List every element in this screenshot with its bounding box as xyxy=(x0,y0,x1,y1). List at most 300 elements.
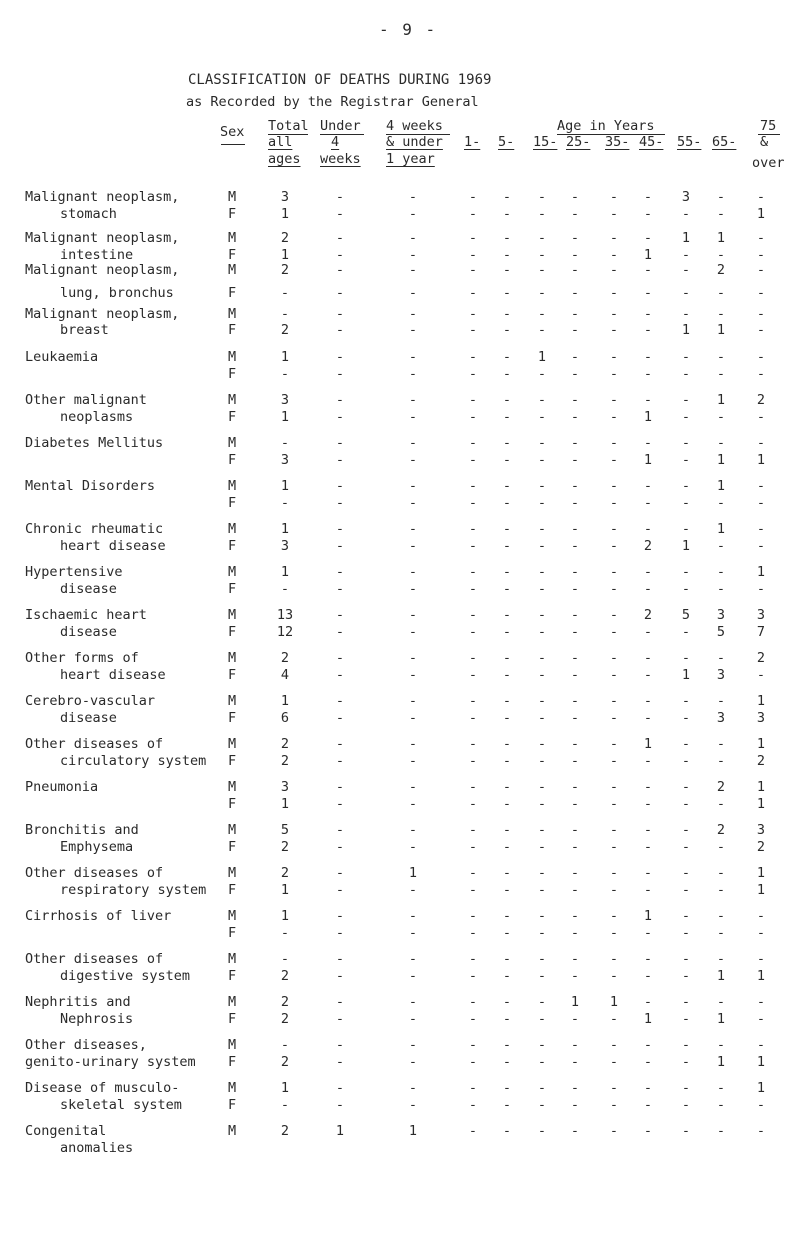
table-cell: - xyxy=(756,495,766,511)
table-cell: - xyxy=(643,822,653,838)
table-cell: - xyxy=(609,650,619,666)
table-cell: 2 xyxy=(280,322,290,338)
table-cell: - xyxy=(643,435,653,451)
table-cell: - xyxy=(609,796,619,812)
table-cell: 2 xyxy=(280,1011,290,1027)
table-cell: - xyxy=(468,366,478,382)
row-sex: F xyxy=(228,796,237,812)
table-cell: - xyxy=(502,349,512,365)
table-cell: 1 xyxy=(681,322,691,338)
row-sex: M xyxy=(228,230,237,246)
table-cell: - xyxy=(643,951,653,967)
table-cell: - xyxy=(408,753,418,769)
row-sex: M xyxy=(228,607,237,623)
table-cell: 1 xyxy=(756,693,766,709)
row-label: disease xyxy=(60,581,117,597)
table-cell: - xyxy=(280,435,290,451)
row-sex: F xyxy=(228,882,237,898)
table-cell: - xyxy=(681,693,691,709)
table-cell: - xyxy=(609,1097,619,1113)
table-cell: - xyxy=(681,839,691,855)
table-cell: 1 xyxy=(681,538,691,554)
table-cell: 1 xyxy=(716,392,726,408)
table-cell: - xyxy=(502,1123,512,1139)
table-cell: - xyxy=(643,710,653,726)
table-cell: - xyxy=(570,392,580,408)
table-cell: - xyxy=(537,564,547,580)
table-cell: - xyxy=(756,306,766,322)
table-cell: - xyxy=(468,262,478,278)
page-title: CLASSIFICATION OF DEATHS DURING 1969 xyxy=(188,72,492,88)
row-label: Nephrosis xyxy=(60,1011,134,1027)
table-cell: - xyxy=(570,230,580,246)
header-75-1: 75 xyxy=(760,118,777,134)
table-cell: - xyxy=(468,564,478,580)
table-cell: - xyxy=(570,693,580,709)
table-cell: - xyxy=(681,710,691,726)
row-sex: M xyxy=(228,306,237,322)
table-cell: - xyxy=(408,667,418,683)
row-sex: M xyxy=(228,435,237,451)
table-cell: 3 xyxy=(716,667,726,683)
table-cell: - xyxy=(537,968,547,984)
header-4weeks-3: 1 year xyxy=(386,151,435,167)
table-cell: - xyxy=(502,753,512,769)
table-cell: - xyxy=(643,865,653,881)
table-cell: - xyxy=(408,581,418,597)
table-cell: - xyxy=(468,322,478,338)
table-cell: - xyxy=(537,581,547,597)
table-cell: - xyxy=(468,693,478,709)
table-cell: - xyxy=(502,607,512,623)
table-cell: - xyxy=(537,306,547,322)
table-cell: 2 xyxy=(280,968,290,984)
table-cell: - xyxy=(468,994,478,1010)
row-sex: M xyxy=(228,865,237,881)
table-cell: - xyxy=(502,285,512,301)
row-sex: M xyxy=(228,564,237,580)
table-cell: - xyxy=(335,693,345,709)
table-cell: - xyxy=(609,1080,619,1096)
row-label: lung, bronchus xyxy=(60,285,174,301)
header-age-4: 25- xyxy=(566,134,591,150)
row-label: circulatory system xyxy=(60,753,207,769)
table-cell: - xyxy=(408,779,418,795)
table-cell: - xyxy=(681,409,691,425)
table-cell: - xyxy=(570,366,580,382)
table-cell: - xyxy=(335,452,345,468)
table-cell: - xyxy=(468,392,478,408)
table-cell: - xyxy=(335,322,345,338)
table-cell: - xyxy=(643,1097,653,1113)
table-cell: 1 xyxy=(280,908,290,924)
table-cell: 1 xyxy=(756,736,766,752)
table-cell: - xyxy=(408,435,418,451)
row-label: Bronchitis and xyxy=(25,822,139,838)
table-cell: - xyxy=(408,1054,418,1070)
table-cell: - xyxy=(570,865,580,881)
table-cell: - xyxy=(716,908,726,924)
table-cell: - xyxy=(756,322,766,338)
table-cell: - xyxy=(468,452,478,468)
table-cell: - xyxy=(335,306,345,322)
table-cell: - xyxy=(756,1097,766,1113)
table-cell: 4 xyxy=(280,667,290,683)
table-cell: - xyxy=(716,409,726,425)
table-cell: - xyxy=(643,189,653,205)
table-cell: - xyxy=(716,693,726,709)
table-cell: - xyxy=(335,285,345,301)
table-cell: - xyxy=(537,710,547,726)
table-cell: - xyxy=(570,349,580,365)
table-cell: - xyxy=(468,650,478,666)
table-cell: - xyxy=(643,366,653,382)
table-cell: - xyxy=(468,230,478,246)
table-cell: - xyxy=(335,538,345,554)
table-cell: - xyxy=(335,865,345,881)
table-cell: - xyxy=(502,435,512,451)
table-cell: 1 xyxy=(408,1123,418,1139)
table-cell: - xyxy=(570,710,580,726)
table-cell: - xyxy=(756,349,766,365)
table-cell: - xyxy=(537,753,547,769)
table-cell: - xyxy=(408,710,418,726)
table-cell: - xyxy=(335,753,345,769)
table-cell: - xyxy=(570,452,580,468)
table-cell: - xyxy=(609,478,619,494)
table-cell: - xyxy=(681,908,691,924)
table-cell: - xyxy=(502,322,512,338)
row-label: heart disease xyxy=(60,538,166,554)
table-cell: - xyxy=(468,349,478,365)
table-cell: - xyxy=(537,1123,547,1139)
row-sex: F xyxy=(228,925,237,941)
table-cell: - xyxy=(468,478,478,494)
table-cell: - xyxy=(537,366,547,382)
table-cell: - xyxy=(609,1011,619,1027)
table-cell: 5 xyxy=(280,822,290,838)
table-cell: - xyxy=(643,667,653,683)
table-cell: - xyxy=(280,495,290,511)
table-cell: 1 xyxy=(643,908,653,924)
header-age-6: 45- xyxy=(639,134,664,150)
table-cell: - xyxy=(570,435,580,451)
row-sex: F xyxy=(228,452,237,468)
table-cell: - xyxy=(468,581,478,597)
table-cell: - xyxy=(537,908,547,924)
table-cell: - xyxy=(537,1080,547,1096)
table-cell: - xyxy=(681,736,691,752)
table-cell: - xyxy=(609,1054,619,1070)
table-cell: - xyxy=(468,882,478,898)
table-cell: - xyxy=(502,951,512,967)
table-cell: - xyxy=(570,564,580,580)
table-cell: - xyxy=(280,285,290,301)
table-cell: - xyxy=(570,951,580,967)
table-cell: - xyxy=(570,822,580,838)
table-cell: 1 xyxy=(716,452,726,468)
row-sex: M xyxy=(228,262,237,278)
table-cell: - xyxy=(408,607,418,623)
row-sex: M xyxy=(228,392,237,408)
row-label: breast xyxy=(60,322,109,338)
table-cell: - xyxy=(643,285,653,301)
table-cell: - xyxy=(502,865,512,881)
table-cell: - xyxy=(408,839,418,855)
table-cell: - xyxy=(716,349,726,365)
table-cell: - xyxy=(502,736,512,752)
table-cell: - xyxy=(468,1123,478,1139)
table-cell: - xyxy=(502,1011,512,1027)
table-cell: - xyxy=(408,650,418,666)
table-cell: - xyxy=(502,366,512,382)
table-cell: - xyxy=(570,206,580,222)
row-sex: M xyxy=(228,693,237,709)
table-cell: - xyxy=(502,968,512,984)
table-cell: - xyxy=(537,1037,547,1053)
row-label: stomach xyxy=(60,206,117,222)
table-cell: - xyxy=(408,1080,418,1096)
table-cell: - xyxy=(537,247,547,263)
table-cell: - xyxy=(570,581,580,597)
header-75-2: & xyxy=(760,134,769,150)
table-cell: - xyxy=(537,521,547,537)
row-sex: M xyxy=(228,994,237,1010)
table-cell: - xyxy=(468,521,478,537)
table-cell: 3 xyxy=(280,452,290,468)
table-cell: - xyxy=(681,1097,691,1113)
table-cell: - xyxy=(643,206,653,222)
table-cell: - xyxy=(570,667,580,683)
row-sex: M xyxy=(228,1123,237,1139)
table-cell: - xyxy=(681,306,691,322)
table-cell: 3 xyxy=(716,710,726,726)
table-cell: - xyxy=(570,521,580,537)
table-cell: - xyxy=(468,951,478,967)
table-cell: - xyxy=(537,736,547,752)
table-cell: - xyxy=(609,495,619,511)
table-cell: 3 xyxy=(756,710,766,726)
table-cell: - xyxy=(537,206,547,222)
table-cell: - xyxy=(643,1037,653,1053)
table-cell: 1 xyxy=(756,865,766,881)
table-cell: - xyxy=(408,349,418,365)
table-cell: - xyxy=(681,1011,691,1027)
table-cell: - xyxy=(537,409,547,425)
table-cell: - xyxy=(681,478,691,494)
table-cell: - xyxy=(756,247,766,263)
table-cell: - xyxy=(537,392,547,408)
row-sex: F xyxy=(228,581,237,597)
row-sex: M xyxy=(228,736,237,752)
table-cell: - xyxy=(643,322,653,338)
table-cell: - xyxy=(502,478,512,494)
row-sex: F xyxy=(228,247,237,263)
row-sex: M xyxy=(228,908,237,924)
table-cell: - xyxy=(643,1054,653,1070)
table-cell: - xyxy=(335,1080,345,1096)
table-cell: - xyxy=(681,452,691,468)
table-cell: - xyxy=(756,285,766,301)
table-cell: 5 xyxy=(716,624,726,640)
table-cell: - xyxy=(335,839,345,855)
table-cell: - xyxy=(681,262,691,278)
table-cell: 3 xyxy=(280,538,290,554)
row-sex: F xyxy=(228,206,237,222)
table-cell: 13 xyxy=(276,607,294,623)
table-cell: - xyxy=(756,951,766,967)
table-cell: - xyxy=(716,189,726,205)
table-cell: - xyxy=(756,521,766,537)
table-cell: - xyxy=(408,206,418,222)
row-label: neoplasms xyxy=(60,409,134,425)
table-cell: - xyxy=(537,1054,547,1070)
table-cell: - xyxy=(756,667,766,683)
table-cell: - xyxy=(681,564,691,580)
table-cell: - xyxy=(537,285,547,301)
table-cell: - xyxy=(570,409,580,425)
table-cell: 1 xyxy=(280,409,290,425)
table-cell: - xyxy=(335,710,345,726)
row-label: Nephritis and xyxy=(25,994,131,1010)
table-cell: - xyxy=(570,262,580,278)
table-cell: - xyxy=(716,650,726,666)
table-cell: - xyxy=(468,189,478,205)
page-subtitle: as Recorded by the Registrar General xyxy=(186,94,479,110)
table-cell: - xyxy=(609,262,619,278)
row-label: Malignant neoplasm, xyxy=(25,306,180,322)
header-4weeks-rule xyxy=(386,134,450,135)
table-cell: - xyxy=(681,1080,691,1096)
table-cell: - xyxy=(716,1123,726,1139)
row-label: Pneumonia xyxy=(25,779,99,795)
table-cell: - xyxy=(335,736,345,752)
table-cell: - xyxy=(280,306,290,322)
table-cell: 1 xyxy=(280,1080,290,1096)
header-under4-rule xyxy=(320,134,364,135)
table-cell: 1 xyxy=(280,882,290,898)
table-cell: 1 xyxy=(756,206,766,222)
table-cell: - xyxy=(643,839,653,855)
table-cell: 1 xyxy=(716,968,726,984)
table-cell: 1 xyxy=(408,865,418,881)
table-cell: - xyxy=(609,285,619,301)
header-age-3: 15- xyxy=(533,134,558,150)
table-cell: - xyxy=(570,607,580,623)
table-cell: - xyxy=(408,994,418,1010)
table-cell: - xyxy=(468,607,478,623)
row-label: Malignant neoplasm, xyxy=(25,262,180,278)
table-cell: - xyxy=(502,206,512,222)
table-cell: - xyxy=(716,247,726,263)
table-cell: - xyxy=(756,1037,766,1053)
table-cell: - xyxy=(468,1011,478,1027)
table-cell: - xyxy=(756,538,766,554)
table-cell: - xyxy=(408,693,418,709)
table-cell: 2 xyxy=(280,262,290,278)
table-cell: - xyxy=(502,306,512,322)
table-cell: - xyxy=(570,968,580,984)
table-cell: - xyxy=(643,693,653,709)
table-cell: - xyxy=(502,1080,512,1096)
table-cell: - xyxy=(502,581,512,597)
table-cell: - xyxy=(681,779,691,795)
table-cell: 1 xyxy=(681,230,691,246)
table-cell: - xyxy=(609,564,619,580)
table-cell: - xyxy=(609,349,619,365)
table-cell: - xyxy=(609,624,619,640)
table-cell: - xyxy=(681,882,691,898)
table-cell: - xyxy=(468,624,478,640)
table-cell: - xyxy=(570,189,580,205)
table-cell: - xyxy=(681,865,691,881)
table-cell: - xyxy=(468,538,478,554)
row-sex: M xyxy=(228,1080,237,1096)
table-cell: - xyxy=(335,994,345,1010)
table-cell: - xyxy=(468,865,478,881)
table-cell: - xyxy=(537,607,547,623)
table-cell: - xyxy=(681,495,691,511)
header-age-2: 5- xyxy=(498,134,515,150)
table-cell: - xyxy=(537,189,547,205)
table-cell: 7 xyxy=(756,624,766,640)
table-cell: - xyxy=(681,1054,691,1070)
table-cell: - xyxy=(408,1011,418,1027)
table-cell: - xyxy=(335,247,345,263)
row-label: intestine xyxy=(60,247,134,263)
header-age-group: Age in Years xyxy=(557,118,655,134)
table-cell: - xyxy=(570,1097,580,1113)
table-cell: - xyxy=(681,285,691,301)
table-cell: - xyxy=(716,366,726,382)
row-sex: F xyxy=(228,1011,237,1027)
table-cell: - xyxy=(643,968,653,984)
table-cell: - xyxy=(609,693,619,709)
table-cell: - xyxy=(468,796,478,812)
table-cell: - xyxy=(502,230,512,246)
table-cell: - xyxy=(468,1054,478,1070)
table-cell: - xyxy=(681,1037,691,1053)
table-cell: - xyxy=(756,478,766,494)
table-cell: - xyxy=(716,206,726,222)
table-cell: - xyxy=(335,495,345,511)
table-cell: - xyxy=(609,882,619,898)
table-cell: - xyxy=(537,882,547,898)
table-cell: - xyxy=(756,189,766,205)
table-cell: - xyxy=(335,366,345,382)
table-cell: - xyxy=(408,521,418,537)
table-cell: - xyxy=(756,994,766,1010)
table-cell: - xyxy=(408,925,418,941)
row-sex: F xyxy=(228,710,237,726)
row-sex: M xyxy=(228,1037,237,1053)
row-sex: F xyxy=(228,495,237,511)
row-label: disease xyxy=(60,624,117,640)
table-cell: - xyxy=(643,521,653,537)
table-cell: - xyxy=(681,624,691,640)
row-label: Disease of musculo- xyxy=(25,1080,180,1096)
table-cell: - xyxy=(643,925,653,941)
header-75-rule xyxy=(758,134,780,135)
table-cell: - xyxy=(408,951,418,967)
table-cell: - xyxy=(756,409,766,425)
table-cell: 2 xyxy=(716,822,726,838)
table-cell: - xyxy=(609,322,619,338)
table-cell: - xyxy=(643,1123,653,1139)
table-cell: - xyxy=(643,994,653,1010)
table-cell: - xyxy=(502,839,512,855)
table-cell: - xyxy=(609,839,619,855)
